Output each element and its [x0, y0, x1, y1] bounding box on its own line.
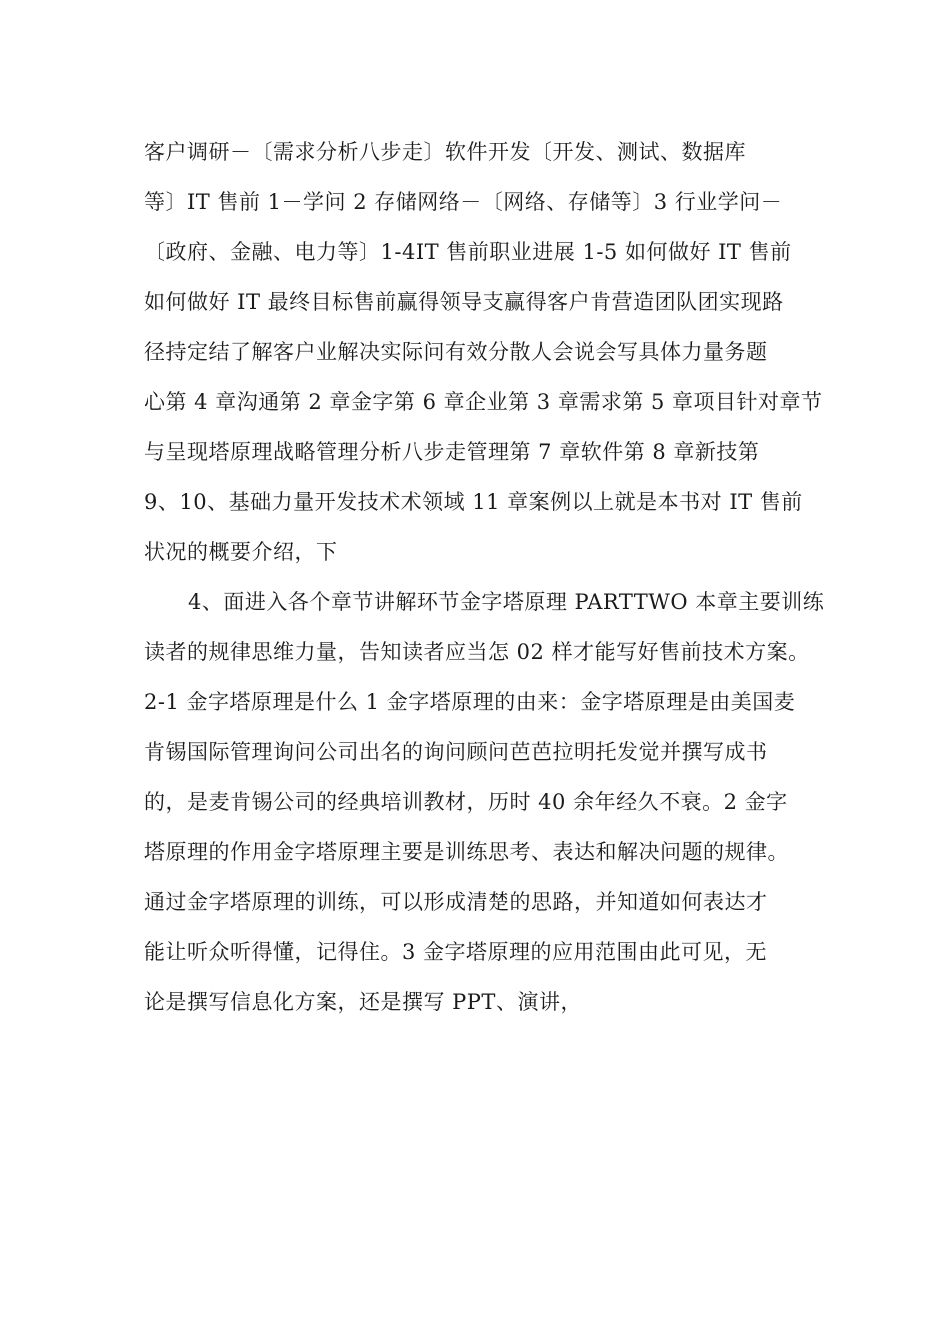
text-line: 读者的规律思维力量，告知读者应当怎 02 样才能写好售前技术方案。 [144, 640, 810, 664]
text-line: 的，是麦肯锡公司的经典培训教材，历时 40 余年经久不衰。2 金字 [144, 790, 788, 814]
text-line: 如何做好 IT 最终目标售前赢得领导支赢得客户肯营造团队团实现路 [144, 290, 784, 314]
text-line: 9、10、基础力量开发技术术领域 11 章案例以上就是本书对 IT 售前 [144, 490, 803, 514]
text-line: 〔政府、金融、电力等〕1-4IT 售前职业进展 1-5 如何做好 IT 售前 [144, 240, 792, 264]
text-line: 等〕IT 售前 1－学问 2 存储网络－〔网络、存储等〕3 行业学问－ [144, 190, 783, 214]
text-line: 塔原理的作用金字塔原理主要是训练思考、表达和解决问题的规律。 [144, 840, 789, 864]
text-line: 能让听众听得懂，记得住。3 金字塔原理的应用范围由此可见，无 [144, 940, 768, 964]
text-line: 通过金字塔原理的训练，可以形成清楚的思路，并知道如何表达才 [144, 890, 768, 914]
text-line: 径持定结了解客户业解决实际问有效分散人会说会写具体力量务题 [144, 340, 768, 364]
text-line: 肯锡国际管理询问公司出名的询问顾问芭芭拉明托发觉并撰写成书 [144, 740, 768, 764]
text-line: 2-1 金字塔原理是什么 1 金字塔原理的由来：金字塔原理是由美国麦 [144, 690, 796, 714]
text-line: 心第 4 章沟通第 2 章金字第 6 章企业第 3 章需求第 5 章项目针对章节 [144, 390, 823, 414]
paragraph-2 [144, 577, 834, 1027]
paragraph-1 [144, 127, 834, 577]
text-line: 与呈现塔原理战略管理分析八步走管理第 7 章软件第 8 章新技第 [144, 440, 760, 464]
text-line: 论是撰写信息化方案，还是撰写 PPT、演讲， [144, 990, 582, 1014]
text-line: 4、面进入各个章节讲解环节金字塔原理 PARTTWO 本章主要训练 [188, 590, 825, 614]
text-line: 状况的概要介绍，下 [144, 540, 338, 564]
text-line: 客户调研－〔需求分析八步走〕软件开发〔开发、测试、数据库 [144, 140, 746, 164]
